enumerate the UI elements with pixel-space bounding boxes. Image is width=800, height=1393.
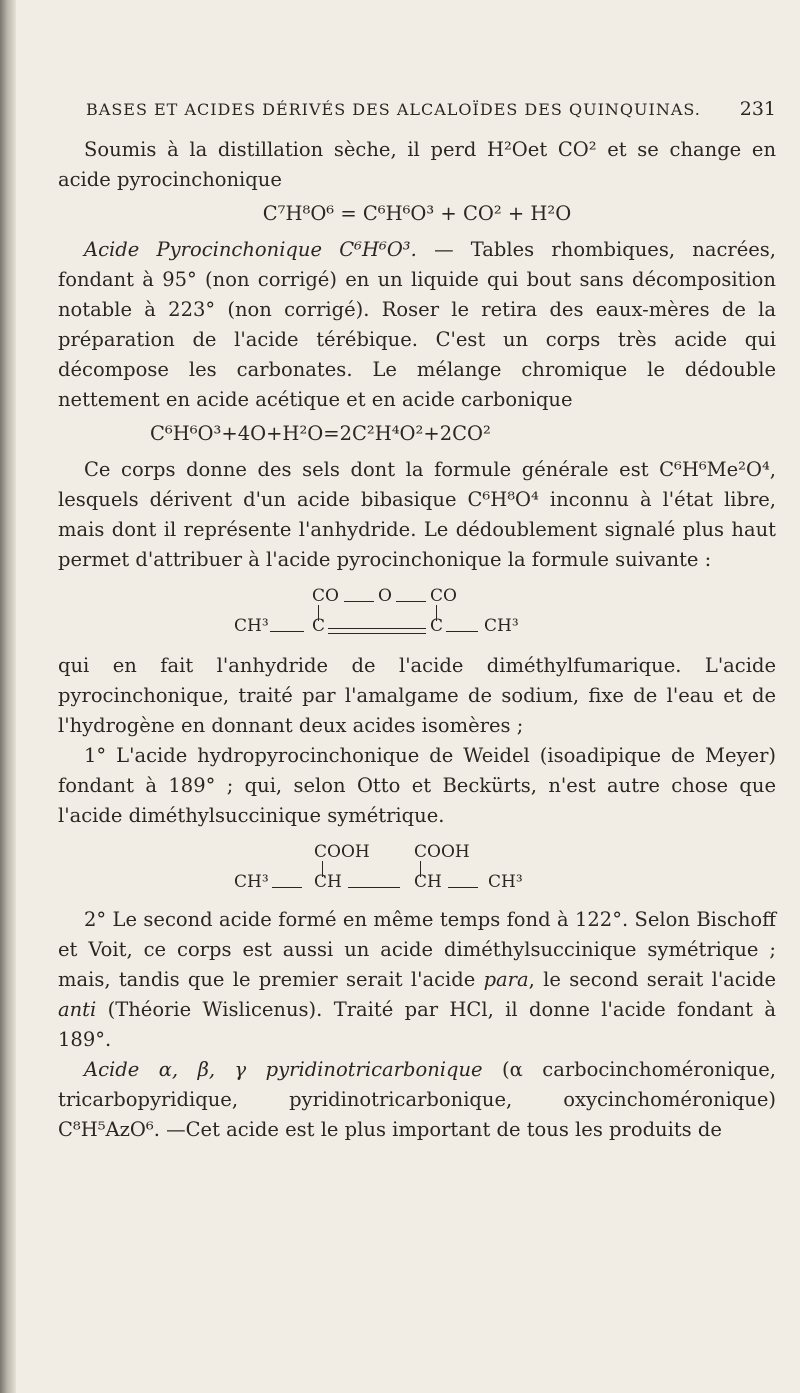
group-ch-right: CH xyxy=(414,872,442,892)
group-ch3-left: CH³ xyxy=(234,616,269,636)
section-title-pyridinotricarbonic: Acide α, β, γ pyridinotricarbonique xyxy=(84,1058,483,1081)
bond xyxy=(272,887,302,888)
equation-decomposition: C⁷H⁸O⁶ = C⁶H⁶O³ + CO² + H²O xyxy=(262,202,572,225)
bond xyxy=(270,631,304,632)
paragraph-second-acid xyxy=(58,905,776,1055)
paragraph-anhydride: qui en fait l'anhydride de l'acide diméthylfumarique. L'acide pyrocinchonique, traité par l'amalgame de sodium, fixe de l'eau et de l'hydrogène en donnant deux acides isomères ; xyxy=(58,654,776,737)
paragraph-text: (Théorie Wislicenus). Traité par HCl, il donne l'acide fondant à 189°. xyxy=(58,998,776,1051)
structure-top-row xyxy=(58,837,776,867)
bond xyxy=(344,601,374,602)
group-ch3-right: CH³ xyxy=(484,616,519,636)
group-c-right: C xyxy=(430,616,444,636)
bond-double xyxy=(328,628,426,634)
book-page xyxy=(58,98,776,1145)
page-number: 231 xyxy=(739,98,776,120)
structure-bottom-row xyxy=(58,611,776,641)
structure-top-row xyxy=(58,581,776,611)
group-cooh-left: COOH xyxy=(314,842,370,862)
structure-pyrocinchonic-anhydride xyxy=(58,581,776,647)
bond xyxy=(448,887,478,888)
paragraph-pyrocinchonic-acid xyxy=(58,235,776,415)
paragraph-hydropyrocinchonic: 1° L'acide hydropyrocinchonique de Weidel (isoadipique de Meyer) fondant à 189° ; qui, selon Otto et Beckürts, n'est autre chose que l'acide diméthylsuccinique symétrique. xyxy=(58,744,776,827)
group-co-left: CO xyxy=(312,586,339,606)
paragraph-distillation: Soumis à la distillation sèche, il perd H²Oet CO² et se change en acide pyrocinchonique xyxy=(58,138,776,191)
structure-bottom-row xyxy=(58,867,776,897)
term-para: para xyxy=(483,968,529,991)
paragraph-body: (α carbocinchoméronique, tricarbopyridique, pyridinotricarbonique, oxycinchoméronique) C⁸H⁵AzO⁶. —Cet acide est le plus important de tous les produits de xyxy=(58,1058,776,1141)
section-title-pyrocinchonic: Acide Pyrocinchonique C⁶H⁶O³. xyxy=(84,238,417,261)
page-header xyxy=(86,98,776,121)
bond xyxy=(348,887,400,888)
group-ch3-right: CH³ xyxy=(488,872,523,892)
equation-chromic-oxidation: C⁶H⁶O³+4O+H²O=2C²H⁴O²+2CO² xyxy=(150,422,491,445)
paragraph-text: 2° Le second acide formé en même temps fond à 122°. Selon Bischoff et Voit, ce corps est aussi un acide diméthylsuccinique symétrique ; mais, tandis que le premier serait l'acide xyxy=(58,908,776,991)
group-o-bridge: O xyxy=(378,586,392,606)
group-ch3-left: CH³ xyxy=(234,872,269,892)
paragraph-body: — Tables rhombiques, nacrées, fondant à 95° (non corrigé) en un liquide qui bout sans décomposition notable à 223° (non corrigé). Roser le retira des eaux-mères de la préparation de l'acide térébique. C'est un corps très acide qui décompose les carbonates. Le mélange chromique le dédouble nettement en acide acétique et en acide carbonique xyxy=(58,238,777,411)
group-co-right: CO xyxy=(430,586,457,606)
group-c-left: C xyxy=(312,616,326,636)
page-binding-shadow xyxy=(0,0,16,1393)
group-cooh-right: COOH xyxy=(414,842,470,862)
paragraph-text: , le second serait l'acide xyxy=(528,968,776,991)
group-ch-left: CH xyxy=(314,872,342,892)
bond xyxy=(396,601,426,602)
running-title: BASES ET ACIDES DÉRIVÉS DES ALCALOÏDES DES QUINQUINAS. xyxy=(86,100,701,119)
paragraph-pyridinotricarbonic xyxy=(58,1055,776,1145)
term-anti: anti xyxy=(58,998,97,1021)
bond xyxy=(446,631,478,632)
structure-dimethylsuccinic xyxy=(58,837,776,901)
paragraph-salts: Ce corps donne des sels dont la formule générale est C⁶H⁶Me²O⁴, lesquels dérivent d'un acide bibasique C⁶H⁸O⁴ inconnu à l'état libre, mais dont il représente l'anhydride. Le dédoublement signalé plus haut permet d'attribuer à l'acide pyrocinchonique la formule suivante : xyxy=(58,458,776,571)
